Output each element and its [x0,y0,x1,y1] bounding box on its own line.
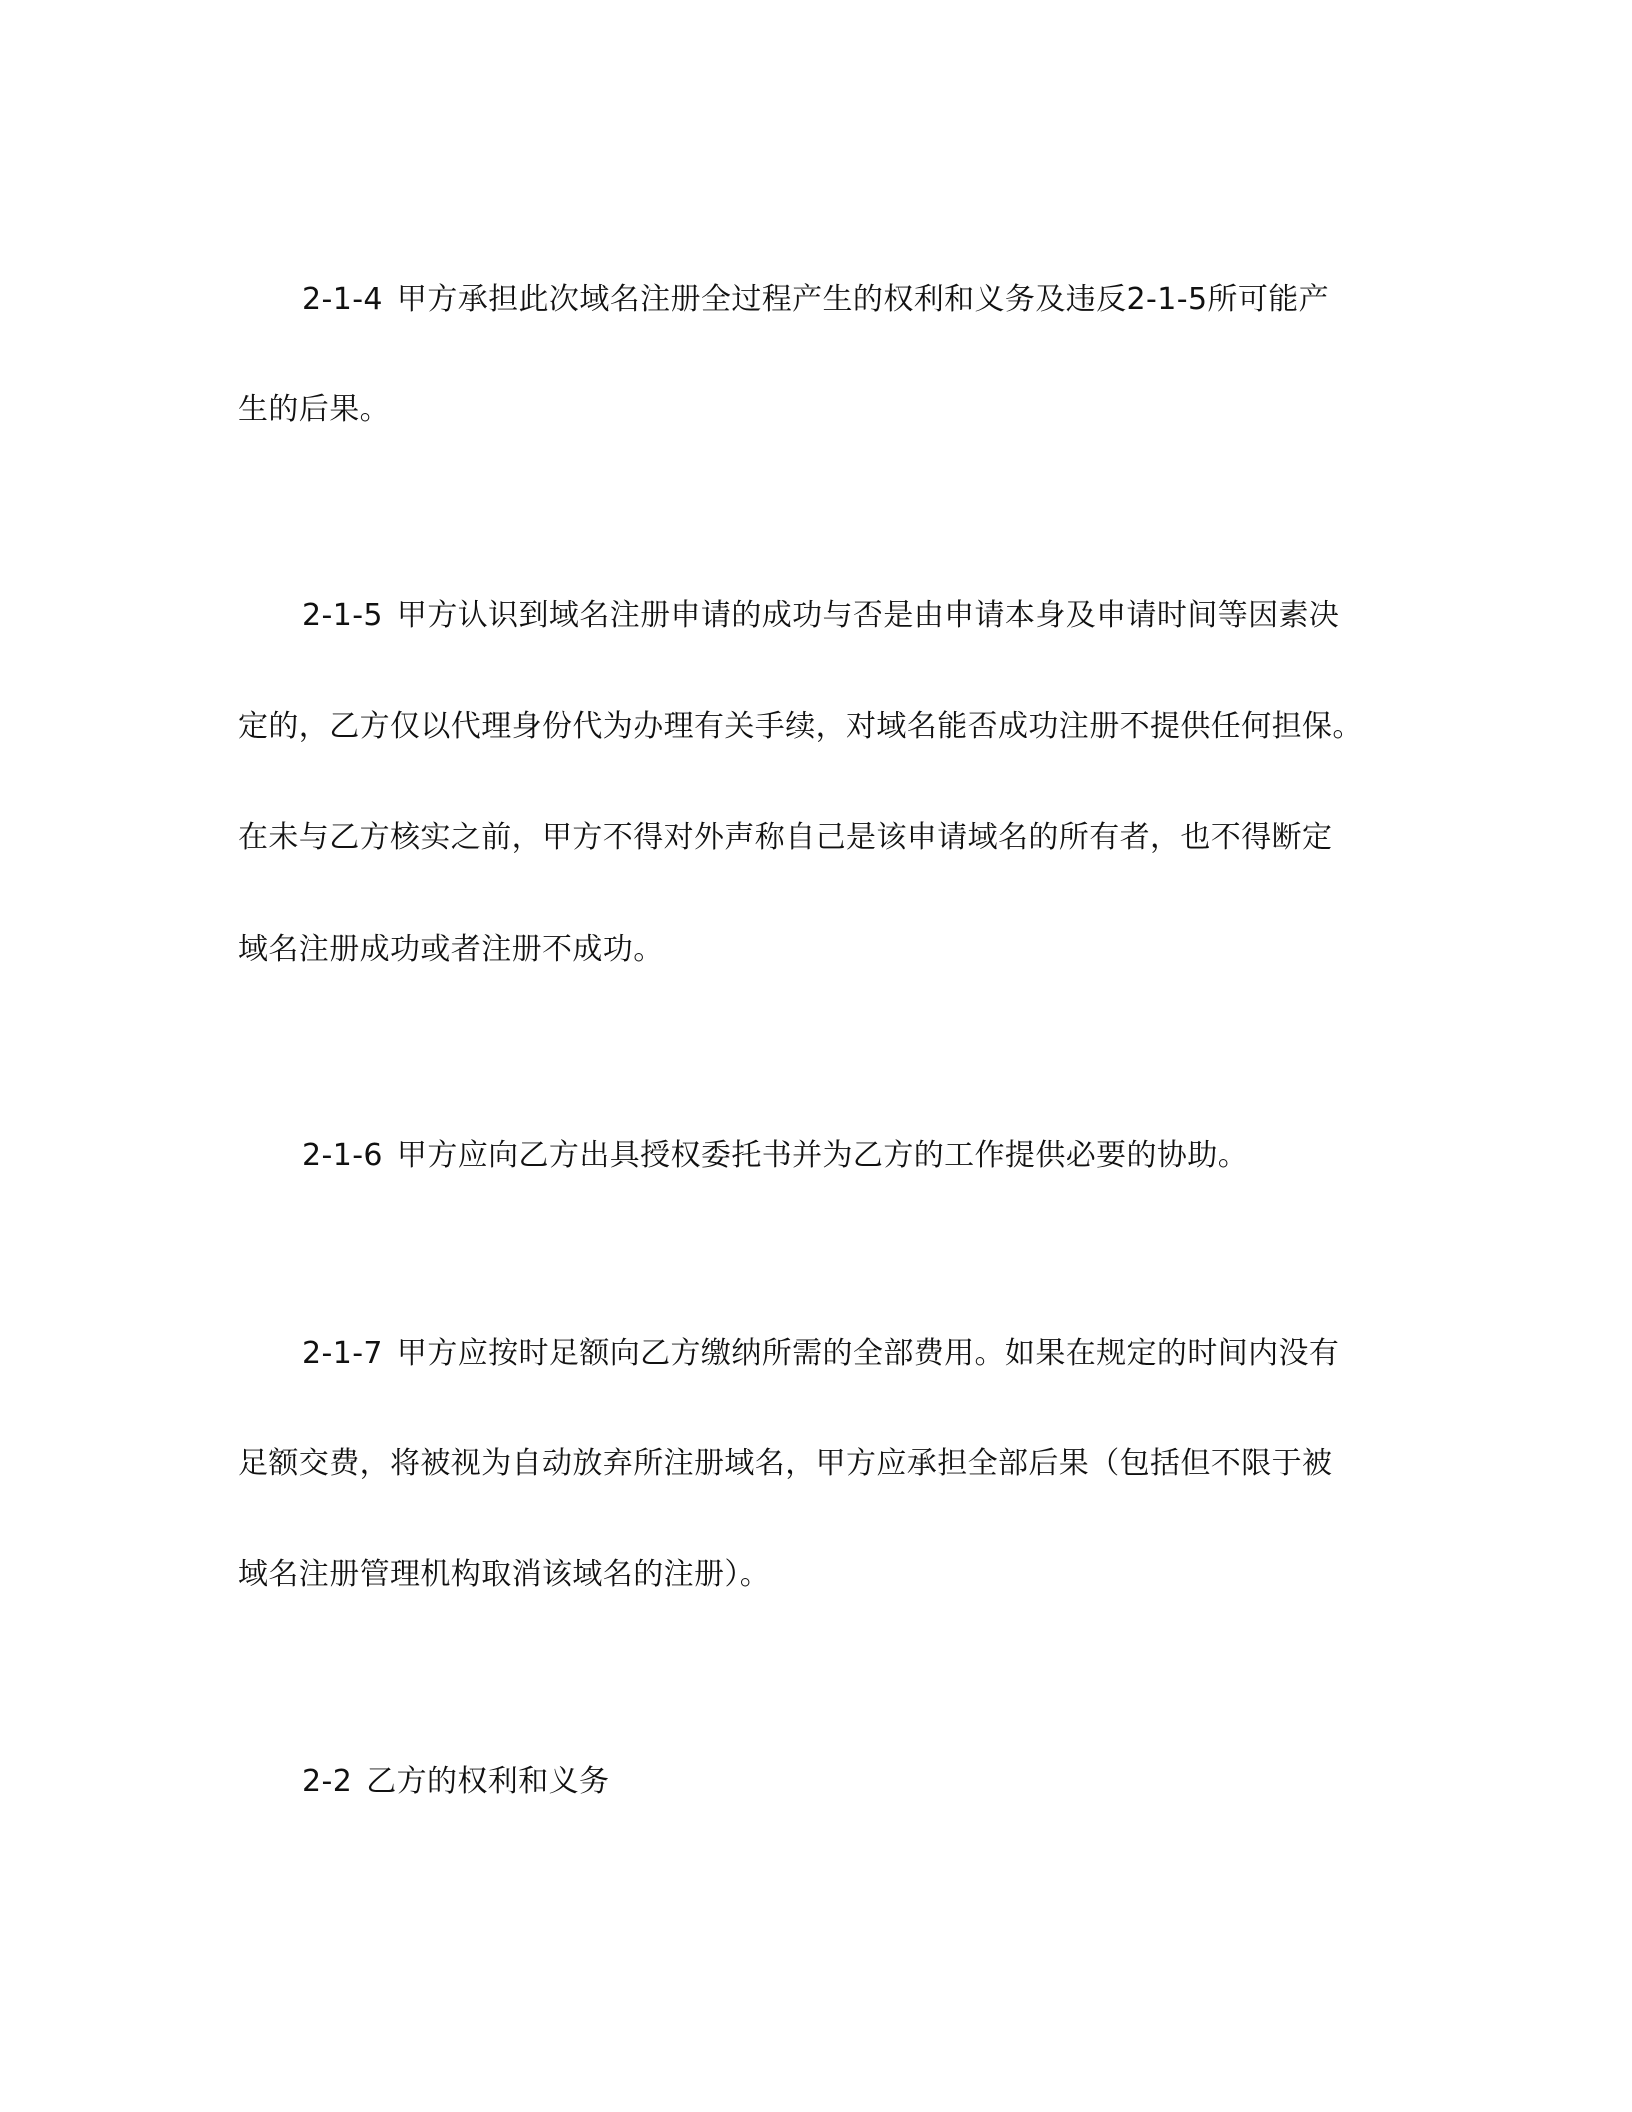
clause-2-1-5-line-3: 在未与乙方核实之前，甲方不得对外声称自己是该申请域名的所有者，也不得断定 [238,820,1333,855]
clause-text: 甲方应向乙方出具授权委托书并为乙方的工作提供必要的协助。 [396,1138,1249,1173]
section-number: 2-2 [302,1764,353,1799]
clause-2-1-4-line-2: 生的后果。 [238,392,390,427]
clause-text: 甲方认识到域名注册申请的成功与否是由申请本身及申请时间等因素决 [396,598,1340,633]
clause-2-1-7-line-1 [302,1334,1339,1374]
clause-number: 2-1-7 [302,1336,383,1371]
clause-text: 甲方承担此次域名注册全过程产生的权利和义务及违反2-1-5所可能产 [396,282,1330,317]
clause-2-1-5-line-4: 域名注册成功或者注册不成功。 [238,932,664,967]
clause-2-1-5-line-2: 定的，乙方仅以代理身份代为办理有关手续，对域名能否成功注册不提供任何担保。 [238,709,1363,744]
clause-2-1-5-line-1 [302,596,1339,636]
clause-number: 2-1-4 [302,282,383,317]
clause-2-1-7-line-3: 域名注册管理机构取消该域名的注册）。 [238,1557,771,1592]
clause-number: 2-1-6 [302,1138,383,1173]
clause-2-1-6-line-1 [302,1136,1248,1176]
section-title: 乙方的权利和义务 [366,1764,610,1799]
clause-number: 2-1-5 [302,598,383,633]
clause-2-1-4-line-1 [302,280,1329,320]
clause-2-1-7-line-2: 足额交费，将被视为自动放弃所注册域名，甲方应承担全部后果（包括但不限于被 [238,1446,1333,1481]
section-heading-2-2 [302,1762,609,1802]
clause-text: 甲方应按时足额向乙方缴纳所需的全部费用。如果在规定的时间内没有 [396,1336,1340,1371]
